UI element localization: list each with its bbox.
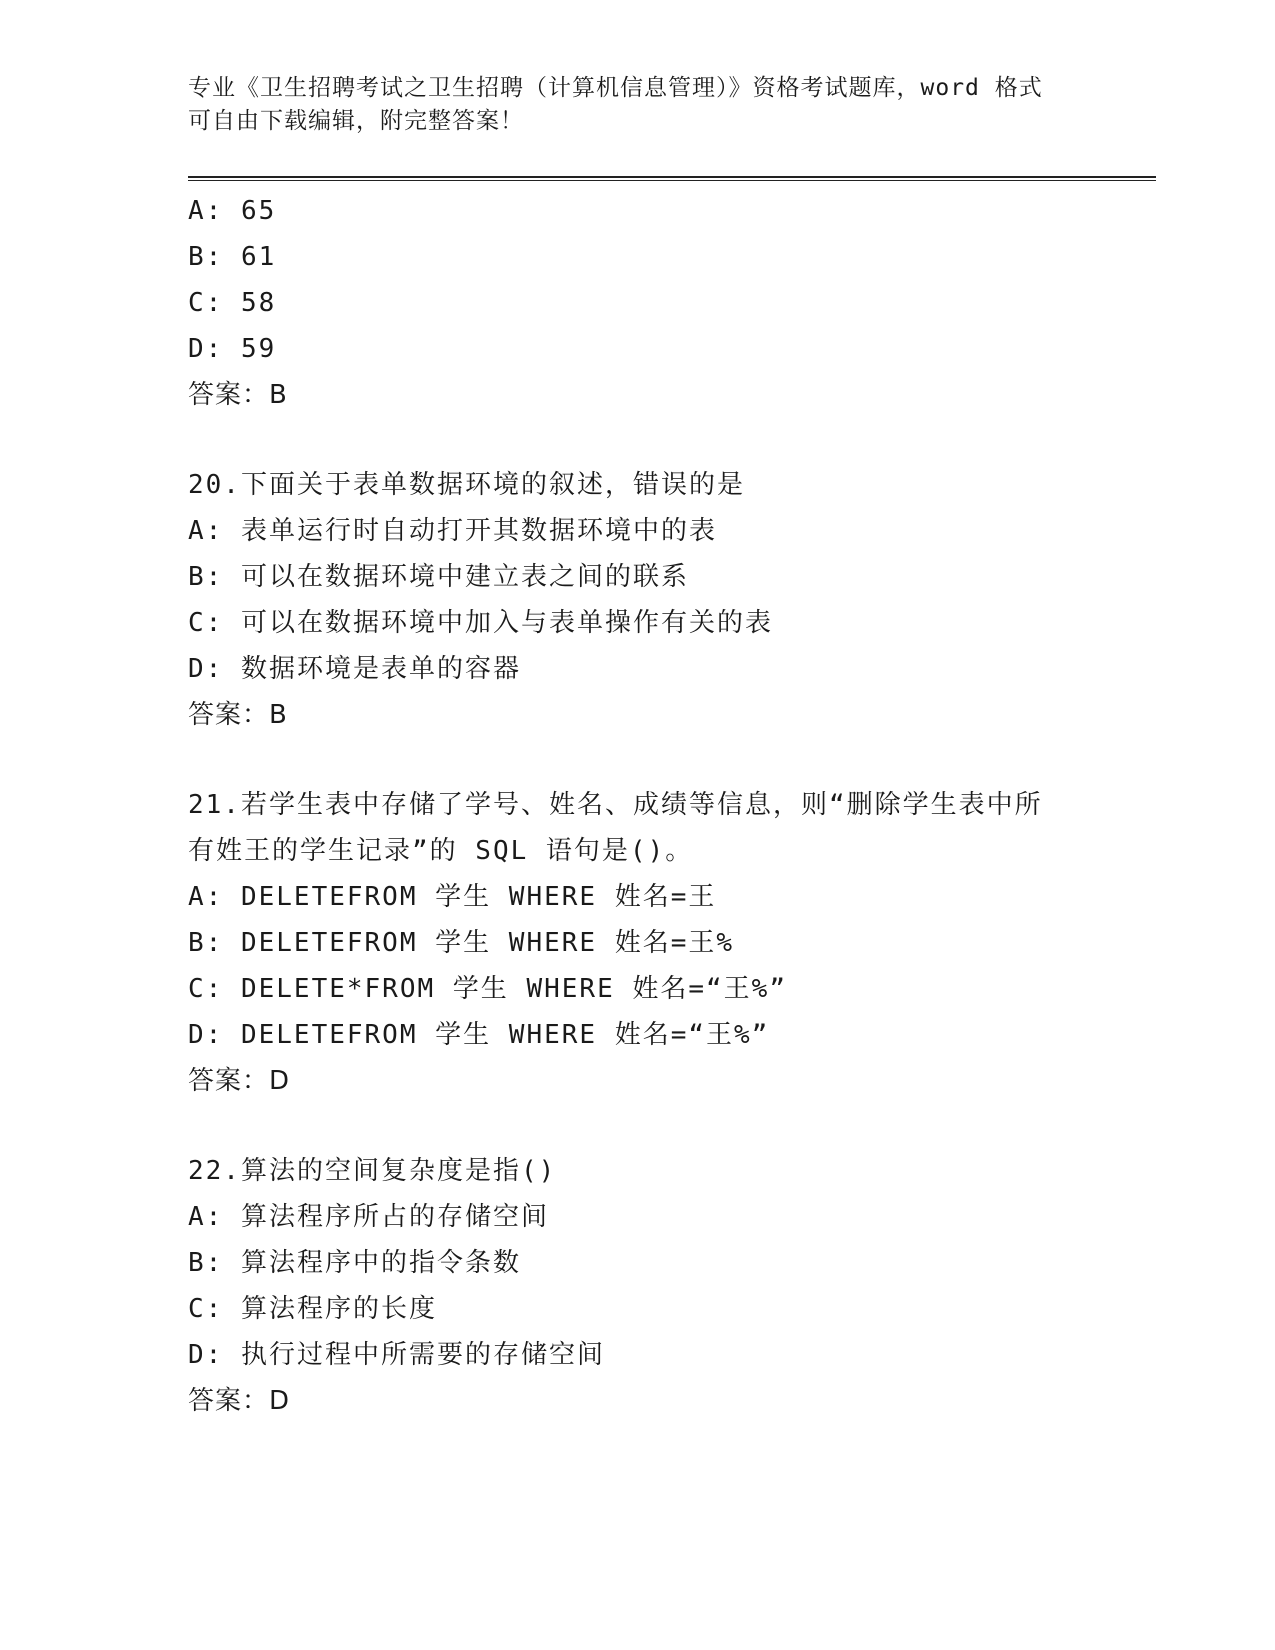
option-d: D: 数据环境是表单的容器: [188, 654, 521, 684]
header-line-2: 可自由下载编辑，附完整答案！: [188, 108, 524, 134]
question-21-block: [188, 782, 1148, 1104]
question-22-block: [188, 1148, 1148, 1424]
question-text-line-1: 21.若学生表中存储了学号、姓名、成绩等信息，则“删除学生表中所: [188, 790, 1043, 820]
option-d: D: 执行过程中所需要的存储空间: [188, 1340, 605, 1370]
option-a: A: 65: [188, 196, 277, 226]
option-b: B: DELETEFROM 学生 WHERE 姓名=王%: [188, 928, 735, 958]
option-c: C: DELETE*FROM 学生 WHERE 姓名=“王%”: [188, 974, 787, 1004]
option-a: A: 表单运行时自动打开其数据环境中的表: [188, 516, 717, 546]
document-header: [188, 72, 1108, 138]
question-20-block: [188, 462, 1148, 738]
header-line-1: 专业《卫生招聘考试之卫生招聘（计算机信息管理）》资格考试题库，word 格式: [188, 75, 1043, 101]
answer: 答案：D: [188, 1066, 291, 1096]
answer: 答案：D: [188, 1386, 291, 1416]
answer: 答案：B: [188, 380, 288, 410]
option-a: A: DELETEFROM 学生 WHERE 姓名=王: [188, 882, 717, 912]
option-a: A: 算法程序所占的存储空间: [188, 1202, 549, 1232]
option-d: D: DELETEFROM 学生 WHERE 姓名=“王%”: [188, 1020, 770, 1050]
question-list: [188, 188, 1148, 1424]
question-19-block: [188, 188, 1148, 418]
option-c: C: 58: [188, 288, 277, 318]
answer: 答案：B: [188, 700, 288, 730]
option-c: C: 可以在数据环境中加入与表单操作有关的表: [188, 608, 773, 638]
option-b: B: 算法程序中的指令条数: [188, 1248, 521, 1278]
option-b: B: 可以在数据环境中建立表之间的联系: [188, 562, 689, 592]
option-d: D: 59: [188, 334, 277, 364]
question-text: 20.下面关于表单数据环境的叙述，错误的是: [188, 470, 745, 500]
option-b: B: 61: [188, 242, 277, 272]
question-text-line-2: 有姓王的学生记录”的 SQL 语句是()。: [188, 836, 694, 866]
header-divider: [188, 176, 1156, 181]
question-text: 22.算法的空间复杂度是指(): [188, 1156, 557, 1186]
option-c: C: 算法程序的长度: [188, 1294, 437, 1324]
